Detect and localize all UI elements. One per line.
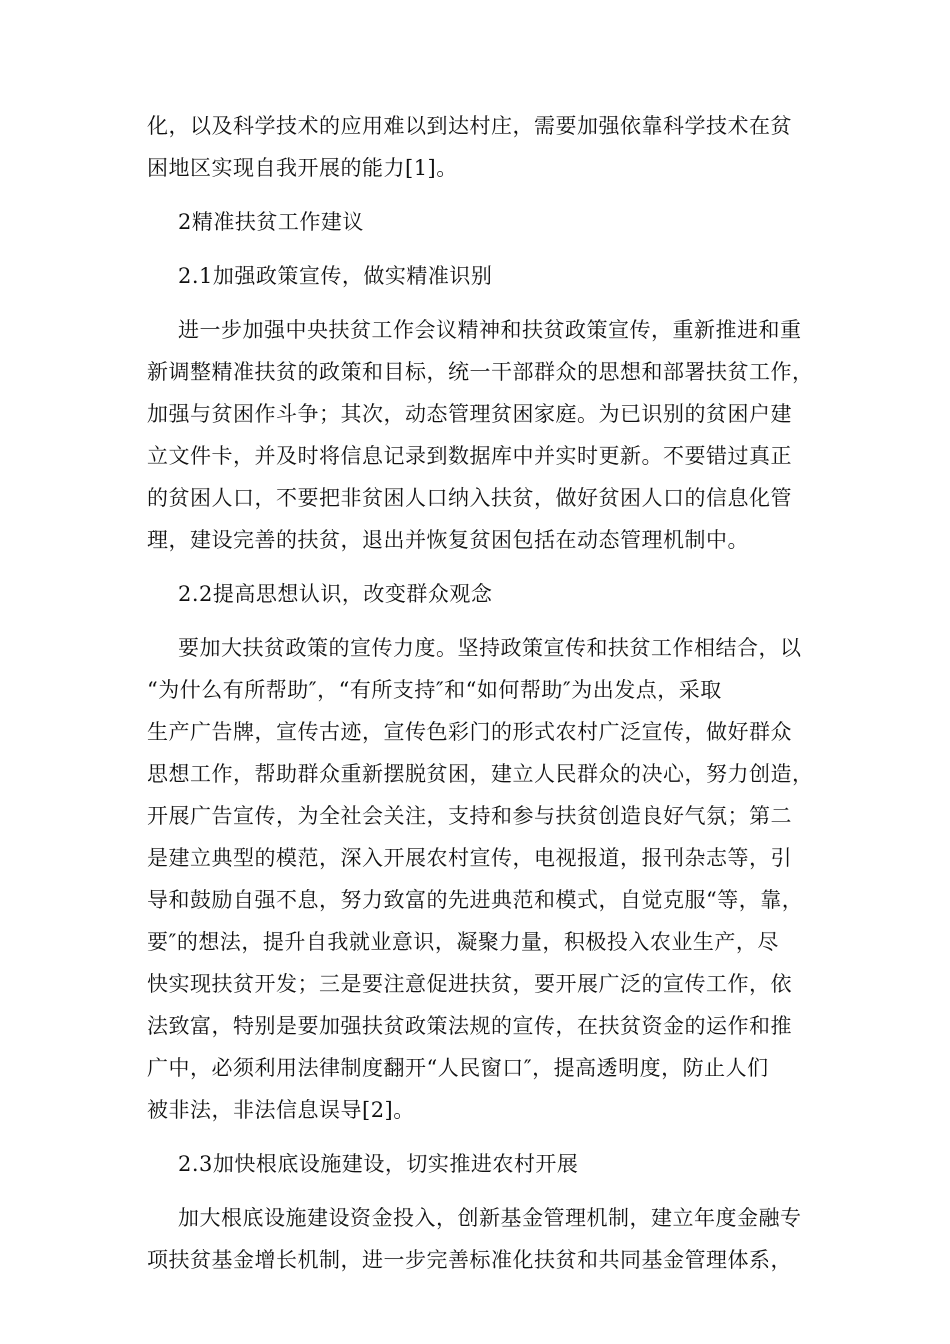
paragraph-line: 要″的想法，提升自我就业意识，凝聚力量，积极投入农业生产，尽	[147, 930, 779, 954]
paragraph-line: 是建立典型的模范，深入开展农村宣传，电视报道，报刊杂志等，引	[147, 846, 792, 870]
paragraph-line: 思想工作，帮助群众重新摆脱贫困，建立人民群众的决心，努力创造，	[147, 762, 814, 786]
paragraph-line: 进一步加强中央扶贫工作会议精神和扶贫政策宣传，重新推进和重	[178, 318, 802, 342]
paragraph-line: 要加大扶贫政策的宣传力度。坚持政策宣传和扶贫工作相结合，以	[178, 636, 802, 660]
paragraph-line: 新调整精准扶贫的政策和目标，统一干部群众的思想和部署扶贫工作，	[147, 360, 814, 384]
paragraph-line: 加强与贫困作斗争；其次，动态管理贫困家庭。为已识别的贫困户建	[147, 402, 792, 426]
paragraph-line: 加大根底设施建设资金投入，创新基金管理机制，建立年度金融专	[178, 1206, 802, 1230]
paragraph-line: 法致富，特别是要加强扶贫政策法规的宣传，在扶贫资金的运作和推	[147, 1014, 792, 1038]
subsection-heading: 2.1加强政策宣传，做实精准识别	[178, 264, 493, 288]
section-heading: 2精准扶贫工作建议	[178, 210, 364, 234]
paragraph-line: “为什么有所帮助″，“有所支持″和“如何帮助″为出发点，采取	[147, 678, 722, 702]
paragraph-line: 立文件卡，并及时将信息记录到数据库中并实时更新。不要错过真正	[147, 444, 792, 468]
paragraph-line: 被非法，非法信息误导[2]。	[147, 1098, 415, 1122]
paragraph-line: 导和鼓励自强不息，努力致富的先进典范和模式，自觉克服“等，靠，	[147, 888, 804, 912]
subsection-heading: 2.3加快根底设施建设，切实推进农村开展	[178, 1152, 579, 1176]
subsection-heading: 2.2提高思想认识，改变群众观念	[178, 582, 493, 606]
paragraph-line: 理，建设完善的扶贫，退出并恢复贫困包括在动态管理机制中。	[147, 528, 749, 552]
paragraph-line: 生产广告牌，宣传古迹，宣传色彩门的形式农村广泛宣传，做好群众	[147, 720, 792, 744]
paragraph-line: 快实现扶贫开发；三是要注意促进扶贫，要开展广泛的宣传工作，依	[147, 972, 792, 996]
paragraph-line: 开展广告宣传，为全社会关注，支持和参与扶贫创造良好气氛；第二	[147, 804, 792, 828]
paragraph-line: 项扶贫基金增长机制，进一步完善标准化扶贫和共同基金管理体系，	[147, 1248, 792, 1272]
paragraph-line: 的贫困人口，不要把非贫困人口纳入扶贫，做好贫困人口的信息化管	[147, 486, 792, 510]
paragraph-line: 化，以及科学技术的应用难以到达村庄，需要加强依靠科学技术在贫	[147, 114, 792, 138]
paragraph-line: 广中，必须利用法律制度翻开“人民窗口″，提高透明度，防止人们	[147, 1056, 769, 1080]
paragraph-line: 困地区实现自我开展的能力[1]。	[147, 156, 458, 180]
